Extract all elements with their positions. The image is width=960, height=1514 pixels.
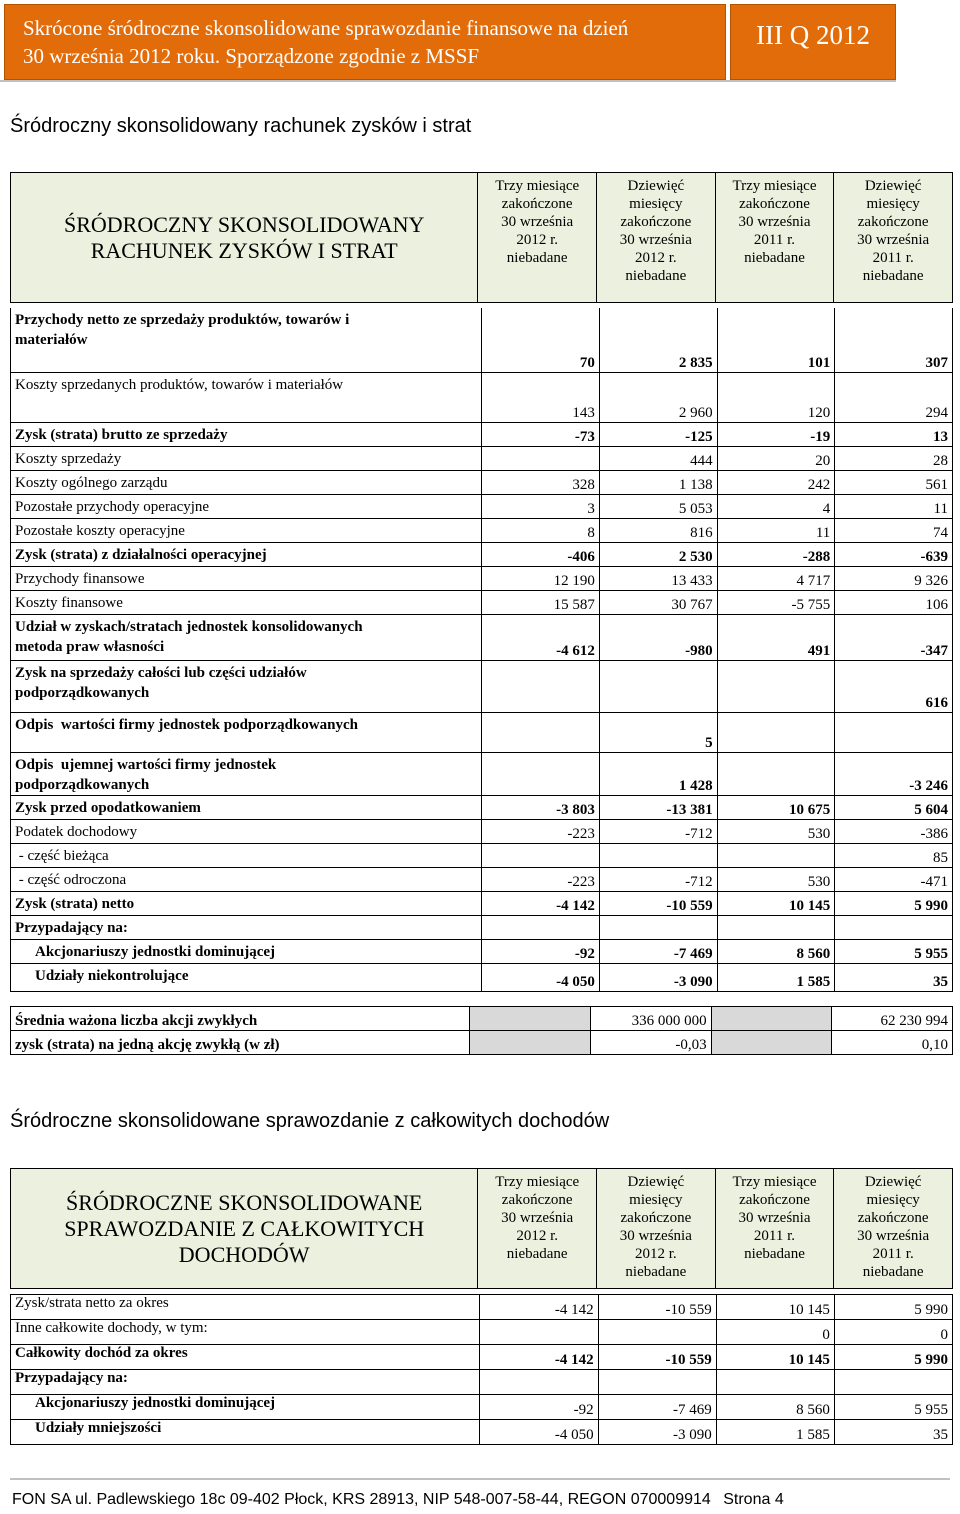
row-value [482, 843, 600, 867]
column2-header-q3-2012 [478, 1169, 597, 1289]
column-header-line: niebadane [506, 1246, 568, 1262]
row-label-line: podporządkowanych [15, 776, 150, 793]
column-header-line: 30 września [857, 232, 930, 248]
row-value: 328 [482, 470, 600, 494]
row-value [598, 1320, 716, 1345]
earnings-per-share-table [10, 1006, 953, 1055]
row-label-line: materiałów [15, 332, 88, 348]
row-value: 12 190 [482, 566, 600, 590]
row-label-line: Pozostałe koszty operacyjne [15, 522, 185, 539]
row-label: Udziały mniejszości [11, 1420, 480, 1445]
row-value: 10 145 [716, 1345, 834, 1370]
row-value: -223 [482, 867, 600, 891]
comprehensive-income-box-title [11, 1169, 478, 1289]
column-header-line: 30 września [619, 1228, 692, 1244]
row-label-line: Koszty sprzedaży [15, 450, 122, 467]
header-title-box [4, 4, 726, 80]
column2-header-9m-2012 [597, 1169, 716, 1289]
row-value: 28 [835, 446, 953, 470]
column-header-9m-2011 [834, 173, 953, 303]
income-statement-header [10, 172, 953, 303]
row-label [11, 939, 482, 963]
row-value: -0,03 [590, 1031, 711, 1055]
table-row [11, 590, 953, 614]
column-header-line: Trzy miesiące [495, 178, 580, 194]
row-value: 30 767 [599, 590, 717, 614]
row-label: Przypadający na: [11, 1370, 480, 1395]
column-header-line: zakończone [501, 196, 573, 212]
row-value: -10 559 [598, 1295, 716, 1320]
row-value: 307 [835, 308, 953, 372]
row-value: 0,10 [832, 1031, 953, 1055]
row-value [835, 712, 953, 752]
column-header-line: Trzy miesiące [732, 1174, 817, 1190]
row-value: -3 246 [835, 752, 953, 795]
row-value: 13 433 [599, 566, 717, 590]
row-value: 530 [717, 867, 835, 891]
row-label [11, 590, 482, 614]
row-label [11, 614, 482, 660]
row-label-line: Przypadający na: [15, 919, 128, 936]
row-value: 62 230 994 [832, 1007, 953, 1031]
column-header-line: 30 września [738, 214, 811, 230]
row-label: Średnia ważona liczba akcji zwykłych [11, 1007, 470, 1031]
column-header-q3-2011 [715, 173, 834, 303]
row-label-line: Zysk (strata) netto [15, 895, 135, 912]
table-row [11, 1395, 953, 1420]
shaded-cell [711, 1031, 832, 1055]
row-value: -4 050 [480, 1420, 598, 1445]
column-header-line: 2012 r. [635, 1246, 677, 1262]
column-header-line: zakończone [501, 1192, 573, 1208]
column-header-line: Trzy miesiące [732, 178, 817, 194]
column-header-line: miesięcy [866, 196, 920, 212]
column2-header-q3-2011 [715, 1169, 834, 1289]
row-value: 11 [835, 494, 953, 518]
column-header-line: 2011 r. [872, 1246, 914, 1262]
row-value: 1 138 [599, 470, 717, 494]
row-label-line: - część bieżąca [15, 847, 109, 864]
row-label [11, 712, 482, 752]
column-header-line: niebadane [506, 250, 568, 266]
row-label [11, 843, 482, 867]
box-title-line2: RACHUNEK ZYSKÓW I STRAT [90, 237, 398, 263]
row-value: 336 000 000 [590, 1007, 711, 1031]
row-value: 4 [717, 494, 835, 518]
column-header-line: zakończone [857, 214, 929, 230]
table-row [11, 494, 953, 518]
row-value: -347 [835, 614, 953, 660]
row-label-line: podporządkowanych [15, 684, 150, 701]
row-value: -712 [599, 819, 717, 843]
row-value [482, 752, 600, 795]
column-header-line: 2011 r. [872, 250, 914, 266]
column-header-line: 30 września [501, 214, 574, 230]
column-header-line: niebadane [862, 1264, 924, 1280]
column-header-line: Dziewięć [627, 178, 685, 194]
row-value: 3 [482, 494, 600, 518]
row-label [11, 422, 482, 446]
column-header-line: miesięcy [866, 1192, 920, 1208]
row-value: 13 [835, 422, 953, 446]
row-value: 242 [717, 470, 835, 494]
table-row [11, 660, 953, 712]
row-value [717, 752, 835, 795]
row-value: 561 [835, 470, 953, 494]
table-row [11, 752, 953, 795]
column-header-line: zakończone [739, 196, 810, 212]
footer-divider [10, 1478, 950, 1480]
table-row [11, 1370, 953, 1395]
row-value: -4 142 [480, 1295, 598, 1320]
row-label-line: Odpis wartości firmy jednostek podporządkowanych [15, 716, 358, 733]
row-value: -19 [717, 422, 835, 446]
table-row [11, 446, 953, 470]
row-value: -639 [835, 542, 953, 566]
box2-title-line1: ŚRÓDROCZNE SKONSOLIDOWANE [66, 1189, 423, 1215]
row-label-line: Udziały niekontrolujące [35, 967, 189, 984]
row-value: 2 960 [599, 372, 717, 422]
row-value: -471 [835, 867, 953, 891]
row-value: -7 469 [599, 939, 717, 963]
row-value: 2 835 [599, 308, 717, 372]
table-row [11, 795, 953, 819]
row-value [482, 915, 600, 939]
table-row [11, 843, 953, 867]
row-label [11, 963, 482, 991]
row-label-line: Zysk (strata) brutto ze sprzedaży [15, 426, 228, 443]
comprehensive-income-table [10, 1294, 953, 1445]
row-value: 1 428 [599, 752, 717, 795]
row-value: 106 [835, 590, 953, 614]
row-value: 5 604 [835, 795, 953, 819]
row-value: -10 559 [599, 891, 717, 915]
table-row [11, 566, 953, 590]
row-value: 5 955 [835, 939, 953, 963]
column-header-line: 2012 r. [516, 232, 559, 248]
row-label [11, 915, 482, 939]
row-label-line: Przychody finansowe [15, 570, 145, 587]
table-row [11, 915, 953, 939]
row-label-line: Odpis ujemnej wartości firmy jednostek [15, 756, 277, 773]
table-row [11, 372, 953, 422]
row-label: Całkowity dochód za okres [11, 1345, 480, 1370]
section2-title: Śródroczne skonsolidowane sprawozdanie z całkowitych dochodów [10, 1110, 610, 1132]
row-value: -92 [482, 939, 600, 963]
column-header-line: niebadane [744, 250, 805, 266]
row-label [11, 518, 482, 542]
row-label [11, 819, 482, 843]
row-label-line: Akcjonariuszy jednostki dominującej [35, 943, 276, 960]
row-value [482, 446, 600, 470]
row-value: 294 [835, 372, 953, 422]
row-label-line: Udział w zyskach/stratach jednostek konsolidowanych [15, 618, 363, 635]
column-header-line: zakończone [857, 1210, 929, 1226]
footer-company: FON SA ul. Padlewskiego 18c 09-402 Płock, KRS 28913, NIP 548-007-58-44, REGON 070009914 [12, 1491, 711, 1508]
row-label: zysk (strata) na jedną akcję zwykłą (w zł) [11, 1031, 470, 1055]
row-value: -3 090 [598, 1420, 716, 1445]
page-header [4, 4, 896, 80]
column-header-line: 2012 r. [516, 1228, 559, 1244]
row-value: 530 [717, 819, 835, 843]
row-label-line: Koszty ogólnego zarządu [15, 474, 168, 491]
row-label [11, 752, 482, 795]
header-title-line1: Skrócone śródroczne skonsolidowane sprawozdanie finansowe na dzień [23, 16, 629, 40]
footer-page-number: Strona 4 [723, 1491, 784, 1508]
row-value: 8 560 [717, 939, 835, 963]
column-header-line: niebadane [744, 1246, 805, 1262]
shaded-cell [470, 1031, 591, 1055]
row-value: 0 [716, 1320, 834, 1345]
column-header-q3-2012 [478, 173, 597, 303]
table-row [11, 939, 953, 963]
column-header-line: zakończone [620, 214, 692, 230]
row-value: -5 755 [717, 590, 835, 614]
row-label [11, 308, 482, 372]
row-value: 70 [482, 308, 600, 372]
row-value: -980 [599, 614, 717, 660]
row-label-line: Pozostałe przychody operacyjne [15, 498, 210, 515]
row-value: -7 469 [598, 1395, 716, 1420]
table-row [11, 1031, 953, 1055]
row-label-line: Zysk przed opodatkowaniem [15, 799, 201, 816]
table-row [11, 614, 953, 660]
row-value: 5 990 [835, 891, 953, 915]
row-label [11, 660, 482, 712]
row-value [482, 660, 600, 712]
row-value [482, 712, 600, 752]
column-header-line: miesięcy [629, 196, 683, 212]
row-value [717, 843, 835, 867]
table-row [11, 542, 953, 566]
row-value: -3 803 [482, 795, 600, 819]
row-label-line: metoda praw własności [15, 638, 165, 655]
row-value: -386 [835, 819, 953, 843]
row-label-line: Podatek dochodowy [15, 823, 138, 840]
row-value: -125 [599, 422, 717, 446]
income-statement-box-title [11, 173, 478, 303]
income-statement-table [10, 308, 953, 992]
row-value: 10 675 [717, 795, 835, 819]
column-header-line: zakończone [739, 1192, 810, 1208]
row-value: -73 [482, 422, 600, 446]
row-value: -13 381 [599, 795, 717, 819]
row-label [11, 372, 482, 422]
page-footer [12, 1491, 784, 1509]
table-row [11, 867, 953, 891]
row-value: 101 [717, 308, 835, 372]
row-value: 491 [717, 614, 835, 660]
header-title-line2: 30 września 2012 roku. Sporządzone zgodnie z MSSF [23, 44, 480, 68]
comprehensive-income-header [10, 1168, 953, 1289]
row-label [11, 542, 482, 566]
row-label-line: - część odroczona [15, 871, 127, 888]
row-value: -712 [599, 867, 717, 891]
shaded-cell [470, 1007, 591, 1031]
row-value [598, 1370, 716, 1395]
row-value [717, 915, 835, 939]
row-value: 120 [717, 372, 835, 422]
row-value: 8 560 [716, 1395, 834, 1420]
row-value: -4 612 [482, 614, 600, 660]
row-value: -92 [480, 1395, 598, 1420]
row-value: -4 142 [482, 891, 600, 915]
row-value [599, 915, 717, 939]
column-header-line: Dziewięć [627, 1174, 685, 1190]
row-value: 5 990 [834, 1295, 952, 1320]
row-value [716, 1370, 834, 1395]
row-value: 444 [599, 446, 717, 470]
row-value: 35 [835, 963, 953, 991]
row-value [835, 915, 953, 939]
table-row [11, 1420, 953, 1445]
row-value [599, 843, 717, 867]
table-row [11, 712, 953, 752]
row-label [11, 795, 482, 819]
row-value: 35 [834, 1420, 952, 1445]
row-value: 616 [835, 660, 953, 712]
row-value: 5 955 [834, 1395, 952, 1420]
table-row [11, 1345, 953, 1370]
column-header-line: Dziewięć [864, 1174, 922, 1190]
row-value: 4 717 [717, 566, 835, 590]
row-label-line: Koszty sprzedanych produktów, towarów i materiałów [15, 376, 344, 393]
row-value: -3 090 [599, 963, 717, 991]
row-label [11, 446, 482, 470]
table-row [11, 518, 953, 542]
box-title-line1: ŚRÓDROCZNY SKONSOLIDOWANY [64, 211, 425, 237]
table-row [11, 819, 953, 843]
row-value: 143 [482, 372, 600, 422]
row-label [11, 470, 482, 494]
table-row [11, 1007, 953, 1031]
row-label: Inne całkowite dochody, w tym: [11, 1320, 480, 1345]
column-header-line: miesięcy [629, 1192, 683, 1208]
row-value: -223 [482, 819, 600, 843]
row-value: 816 [599, 518, 717, 542]
row-value: 5 990 [834, 1345, 952, 1370]
row-value [717, 660, 835, 712]
row-value: -288 [717, 542, 835, 566]
column-header-line: niebadane [862, 268, 924, 284]
column-header-line: niebadane [625, 1264, 687, 1280]
row-label-line: Przychody netto ze sprzedaży produktów, towarów i [15, 312, 350, 328]
row-value [717, 712, 835, 752]
row-value: 8 [482, 518, 600, 542]
row-label [11, 867, 482, 891]
table-row [11, 891, 953, 915]
header-period: III Q 2012 [730, 4, 896, 80]
row-label [11, 494, 482, 518]
row-value: 20 [717, 446, 835, 470]
section1-title: Śródroczny skonsolidowany rachunek zysków i strat [10, 115, 472, 137]
table-row [11, 308, 953, 372]
column-header-line: niebadane [625, 268, 687, 284]
table-row [11, 422, 953, 446]
row-label: Zysk/strata netto za okres [11, 1295, 480, 1320]
row-value: -4 142 [480, 1345, 598, 1370]
row-value: 1 585 [717, 963, 835, 991]
row-value: -4 050 [482, 963, 600, 991]
row-label-line: Koszty finansowe [15, 594, 123, 611]
table-row [11, 1295, 953, 1320]
box2-title-line2: SPRAWOZDANIE Z CAŁKOWITYCH [64, 1215, 425, 1241]
shaded-cell [711, 1007, 832, 1031]
row-value: 11 [717, 518, 835, 542]
column-header-9m-2012 [597, 173, 716, 303]
row-value: 74 [835, 518, 953, 542]
column-header-line: zakończone [620, 1210, 692, 1226]
row-value: 2 530 [599, 542, 717, 566]
row-value: 0 [834, 1320, 952, 1345]
column-header-line: 2012 r. [635, 250, 677, 266]
table-row [11, 1320, 953, 1345]
row-value: -406 [482, 542, 600, 566]
row-value: 5 [599, 712, 717, 752]
column-header-line: 30 września [501, 1210, 574, 1226]
row-value: -10 559 [598, 1345, 716, 1370]
row-value [480, 1320, 598, 1345]
row-value: 5 053 [599, 494, 717, 518]
row-value: 9 326 [835, 566, 953, 590]
row-label [11, 566, 482, 590]
row-value: 10 145 [717, 891, 835, 915]
header-divider [0, 80, 896, 82]
column-header-line: Dziewięć [864, 178, 922, 194]
column-header-line: Trzy miesiące [495, 1174, 580, 1190]
row-value [480, 1370, 598, 1395]
row-label: Akcjonariuszy jednostki dominującej [11, 1395, 480, 1420]
table-row [11, 963, 953, 991]
row-label-line: Zysk (strata) z działalności operacyjnej [15, 546, 267, 563]
row-value: 85 [835, 843, 953, 867]
row-label-line: Zysk na sprzedaży całości lub części udziałów [15, 664, 307, 681]
column2-header-9m-2011 [834, 1169, 953, 1289]
row-value: 15 587 [482, 590, 600, 614]
table-row [11, 470, 953, 494]
row-value [834, 1370, 952, 1395]
column-header-line: 2011 r. [753, 1228, 796, 1244]
column-header-line: 30 września [738, 1210, 811, 1226]
row-value: 1 585 [716, 1420, 834, 1445]
row-label [11, 891, 482, 915]
column-header-line: 30 września [619, 232, 692, 248]
column-header-line: 2011 r. [753, 232, 796, 248]
row-value [599, 660, 717, 712]
row-value: 10 145 [716, 1295, 834, 1320]
box2-title-line3: DOCHODÓW [178, 1241, 310, 1267]
column-header-line: 30 września [857, 1228, 930, 1244]
